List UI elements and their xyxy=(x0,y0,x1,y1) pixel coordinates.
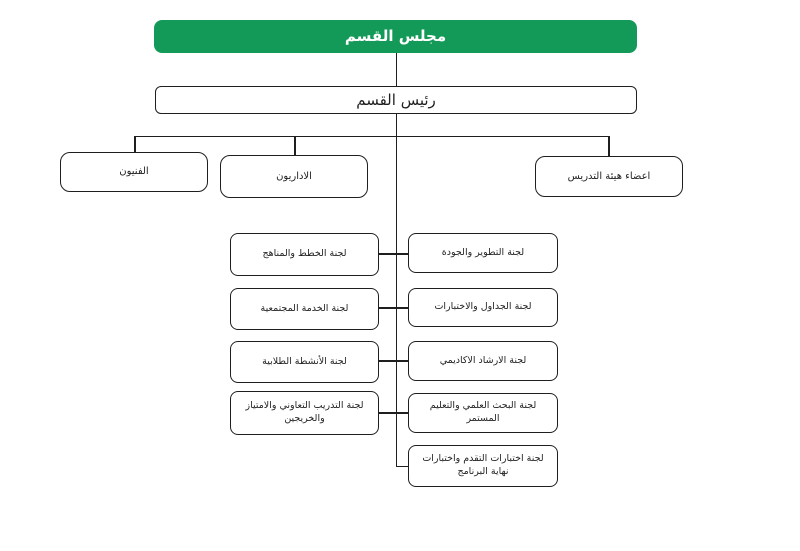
node-label: لجنة التدريب التعاوني والامتياز والخريجين xyxy=(245,400,364,424)
node-label: لجنة البحث العلمي والتعليم المستمر xyxy=(429,400,537,424)
node-committee-progress-final-program-exams xyxy=(408,445,558,487)
node-committee-development-quality xyxy=(408,233,558,273)
connector-drop-faculty xyxy=(608,136,610,157)
node-label: اعضاء هيئة التدريس xyxy=(567,170,651,182)
node-label: الاداريون xyxy=(276,170,312,182)
node-committee-schedules-exams xyxy=(408,288,558,327)
connector-row-2 xyxy=(378,307,408,309)
node-technicians xyxy=(60,152,208,192)
connector-row-1 xyxy=(378,253,408,255)
node-label: لجنة اختبارات التقدم واختبارات نهاية البرنامج xyxy=(422,453,544,477)
connector-drop-administrators xyxy=(294,136,296,156)
node-department-council xyxy=(154,20,637,53)
connector-row-5-elbow xyxy=(396,466,409,468)
node-committee-academic-advising xyxy=(408,341,558,381)
connector-drop-technicians xyxy=(134,136,136,153)
node-administrators xyxy=(220,155,368,198)
node-committee-community-service xyxy=(230,288,379,330)
node-committee-research-continuing-education xyxy=(408,393,558,433)
connector-central-spine xyxy=(396,114,398,467)
node-label: لجنة الخدمة المجتمعية xyxy=(260,302,349,314)
node-label: لجنة الارشاد الاكاديمي xyxy=(439,354,527,366)
node-label: لجنة الأنشطة الطلابية xyxy=(262,355,347,367)
connector-root-to-chairman xyxy=(396,53,398,86)
node-label: رئيس القسم xyxy=(356,90,436,109)
node-label: لجنة الخطط والمناهج xyxy=(262,248,347,260)
node-label: لجنة الجداول والاختبارات xyxy=(434,301,532,313)
connector-groups-horizontal xyxy=(134,136,609,138)
node-committee-coop-training-internship-graduates xyxy=(230,391,379,435)
connector-row-3 xyxy=(378,360,408,362)
node-faculty-members xyxy=(535,156,683,197)
connector-row-4 xyxy=(378,412,408,414)
node-label: مجلس القسم xyxy=(344,27,447,46)
node-committee-plans-curricula xyxy=(230,233,379,276)
node-department-head xyxy=(155,86,637,114)
node-label: لجنة التطوير والجودة xyxy=(441,246,525,258)
node-committee-student-activities xyxy=(230,341,379,383)
node-label: الفنيون xyxy=(119,166,149,178)
